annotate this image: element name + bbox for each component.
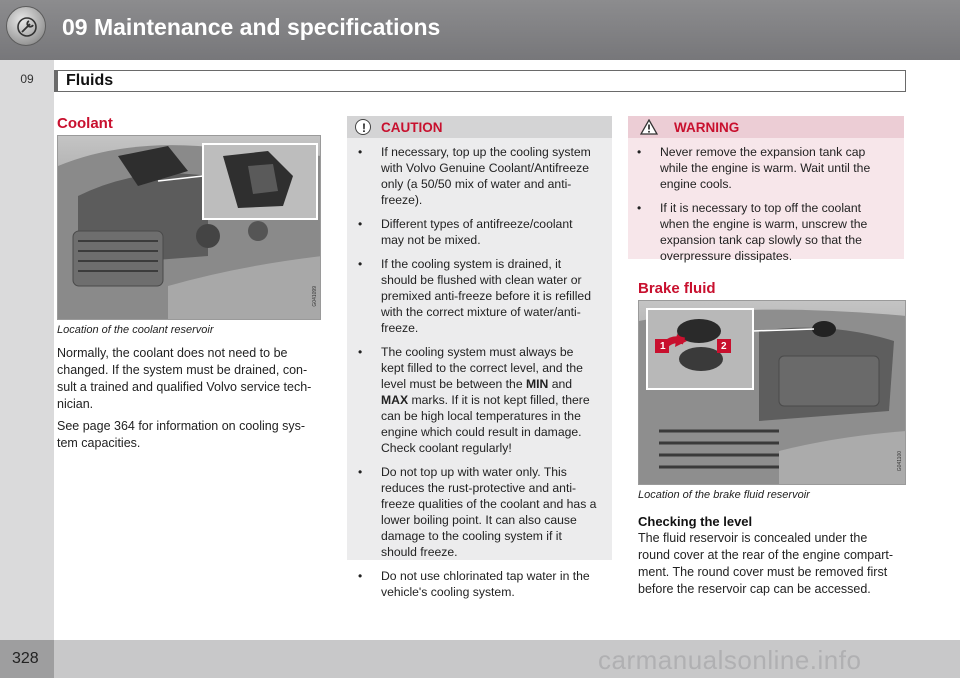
wrench-gear-icon — [6, 6, 46, 46]
checking-level-subheading: Checking the level — [638, 514, 753, 529]
coolant-caption: Location of the coolant reservoir — [57, 324, 214, 336]
warning-list — [631, 144, 901, 272]
chapter-side-tab — [0, 60, 54, 640]
list-item: • If it is necessary to top off the coolant when the engine is warm, unscrew the expansion tank cap slowly so that the overpressure dissipates. — [637, 201, 868, 263]
marker-label-1: 1 — [660, 341, 666, 352]
warning-box — [628, 116, 904, 263]
brake-fluid-heading: Brake fluid — [638, 280, 716, 297]
caution-list — [352, 144, 610, 608]
caution-title: CAUTION — [381, 120, 443, 135]
brake-photo-code: G041100 — [897, 451, 903, 472]
list-item: • Do not use chlorinated tap water in the vehicle's cooling system. — [358, 569, 590, 599]
section-header — [54, 70, 906, 92]
list-item: • Never remove the expansion tank cap while the engine is warm. Wait until the engine cools. — [637, 145, 871, 191]
list-item: • Different types of antifreeze/coolant may not be mixed. — [358, 217, 573, 247]
page-number: 328 — [12, 650, 39, 667]
coolant-heading: Coolant — [57, 115, 113, 132]
brake-caption: Location of the brake fluid reservoir — [638, 489, 810, 501]
watermark: carmanualsonline.info — [598, 645, 862, 675]
chapter-number: 09 — [20, 72, 34, 86]
caution-header — [347, 116, 612, 138]
warning-header — [628, 116, 904, 138]
coolant-photo-code: G041099 — [312, 286, 318, 307]
coolant-reservoir-photo — [57, 135, 321, 320]
brake-paragraph: The fluid reservoir is concealed under the round cover at the rear of the engine compart- ment. The round cover must be removed first before the reservoir cap can be accessed. — [638, 531, 894, 596]
caution-box — [347, 116, 612, 599]
marker-label-2: 2 — [721, 341, 727, 352]
brake-reservoir-photo — [638, 300, 906, 485]
coolant-paragraph-2: See page 364 for information on cooling sys- tem capacities. — [57, 419, 306, 450]
list-item: • If necessary, top up the cooling system with Volvo Genuine Coolant/Antifreeze only (a 50/50 mix of water and anti- freeze). — [358, 145, 591, 207]
warning-title: WARNING — [674, 120, 740, 135]
list-item: • The cooling system must always be kept filled to the correct level, and the level must be between the MIN and MAX marks. If it is not kept filled, there can be high local temperatures in the engine which could result in damage. Check coolant regularly! — [358, 345, 590, 455]
section-title: Fluids — [66, 72, 114, 89]
coolant-paragraph-1: Normally, the coolant does not need to be changed. If the system must be drained, con- sult a trained and qualified Volvo service tech- nician. — [57, 346, 312, 411]
exclamation-circle-icon: ! — [355, 119, 371, 135]
list-item: • Do not top up with water only. This reduces the rust-protective and anti- freeze qualities of the coolant and has a lower boiling point. It can also cause damage to the cooling system if it should freeze. — [358, 465, 597, 559]
chapter-title: 09 Maintenance and specifications — [62, 14, 441, 40]
list-item: • If the cooling system is drained, it should be flushed with clean water or premixed anti-freeze before it is refilled with the correct mixture of water/anti- freeze. — [358, 257, 591, 335]
warning-triangle-icon — [640, 119, 658, 135]
